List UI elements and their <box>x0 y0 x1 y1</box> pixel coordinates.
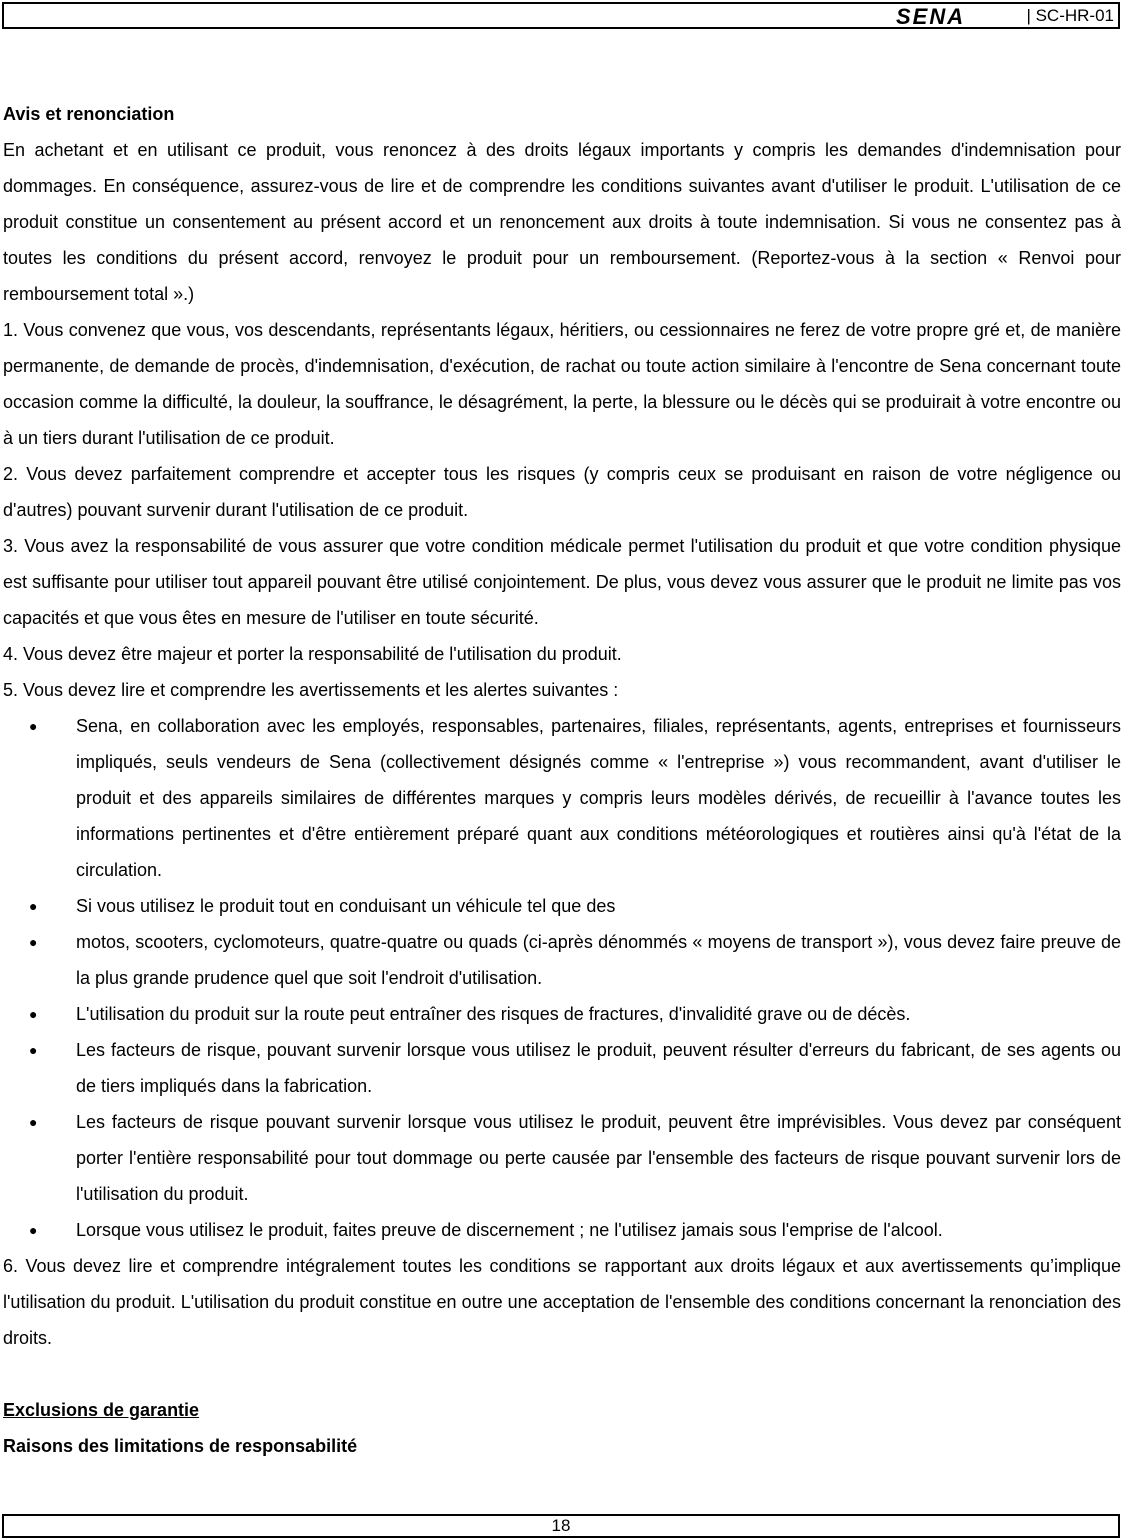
bullet-icon: ● <box>29 1006 38 1022</box>
numbered-item-1: 1. Vous convenez que vous, vos descendants, représentants légaux, héritiers, ou cessionnaires ne ferez de votre propre gré et, de manière permanente, de demande de procès, d'indemnisation, d'exécution, de rachat ou toute action similaire à l'encontre de Sena concernant toute occasion comme la difficulté, la douleur, la souffrance, le désagrément, la perte, la blessure ou le décès qui se produirait à votre encontre ou à un tiers durant l'utilisation de ce produit. <box>3 320 1121 448</box>
bullet-icon: ● <box>29 1222 38 1238</box>
spacer <box>3 1356 1121 1392</box>
bullet-icon: ● <box>29 934 38 950</box>
list-item-text: Lorsque vous utilisez le produit, faites preuve de discernement ; ne l'utilisez jamais sous l'emprise de l'alcool. <box>76 1220 943 1240</box>
numbered-item-6: 6. Vous devez lire et comprendre intégralement toutes les conditions se rapportant aux droits légaux et aux avertissements qu’implique l'utilisation du produit. L'utilisation du produit constitue en outre une acceptation de l'ensemble des conditions concernant la renonciation des droits. <box>3 1256 1121 1348</box>
list-item <box>3 1104 1121 1212</box>
page-number: 18 <box>551 1516 571 1535</box>
header-brand <box>896 5 1114 27</box>
list-item-text: Si vous utilisez le produit tout en conduisant un véhicule tel que des <box>76 896 616 916</box>
intro-paragraph: En achetant et en utilisant ce produit, vous renoncez à des droits légaux importants y compris les demandes d'indemnisation pour dommages. En conséquence, assurez-vous de lire et de comprendre les conditions suivantes avant d'utiliser le produit. L'utilisation de ce produit constitue un consentement au présent accord et un renoncement aux droits à toute indemnisation. Si vous ne consentez pas à toutes les conditions du présent accord, renvoyez le produit pour un remboursement. (Reportez-vous à la section « Renvoi pour remboursement total ».) <box>3 140 1121 304</box>
bullet-icon: ● <box>29 718 38 734</box>
list-item <box>3 888 1121 924</box>
bullet-icon: ● <box>29 1042 38 1058</box>
sena-logo-text: SENA <box>896 6 966 26</box>
header-bar <box>2 2 1120 29</box>
section-title-avis: Avis et renonciation <box>3 104 175 124</box>
list-item <box>3 924 1121 996</box>
section-title-exclusions: Exclusions de garantie <box>3 1400 200 1420</box>
list-item-text: Les facteurs de risque pouvant survenir lorsque vous utilisez le produit, peuvent être imprévisibles. Vous devez par conséquent porter l'entière responsabilité pour tout dommage ou perte causée par l'ensemble des facteurs de risque pouvant survenir lors de l'utilisation du produit. <box>76 1112 1121 1204</box>
list-item <box>3 996 1121 1032</box>
bullet-icon: ● <box>29 898 38 914</box>
list-item-text: Les facteurs de risque, pouvant survenir lorsque vous utilisez le produit, peuvent résulter d'erreurs du fabricant, de ses agents ou de tiers impliqués dans la fabrication. <box>76 1040 1121 1096</box>
list-item-text: Sena, en collaboration avec les employés, responsables, partenaires, filiales, représentants, agents, entreprises et fournisseurs impliqués, seuls vendeurs de Sena (collectivement désignés comme « l'entreprise ») vous recommandent, avant d'utiliser le produit et des appareils similaires de différentes marques y compris leurs modèles dérivés, de recueillir à l'avance toutes les informations pertinentes et d'être entièrement préparé quant aux conditions météorologiques et routières ainsi qu'à l'état de la circulation. <box>76 716 1121 880</box>
footer-bar <box>2 1514 1120 1538</box>
numbered-item-4: 4. Vous devez être majeur et porter la responsabilité de l'utilisation du produit. <box>3 644 622 664</box>
numbered-item-2: 2. Vous devez parfaitement comprendre et accepter tous les risques (y compris ceux se produisant en raison de votre négligence ou d'autres) pouvant survenir durant l'utilisation de ce produit. <box>3 464 1121 520</box>
list-item <box>3 708 1121 888</box>
warning-bullet-list <box>3 708 1121 1248</box>
list-item <box>3 1032 1121 1104</box>
list-item <box>3 1212 1121 1248</box>
numbered-item-5: 5. Vous devez lire et comprendre les avertissements et les alertes suivantes : <box>3 680 619 700</box>
numbered-item-3: 3. Vous avez la responsabilité de vous assurer que votre condition médicale permet l'utilisation du produit et que votre condition physique est suffisante pour utiliser tout appareil pouvant être utilisé conjointement. De plus, vous devez vous assurer que le produit ne limite pas vos capacités et que vous êtes en mesure de l'utiliser en toute sécurité. <box>3 536 1121 628</box>
sena-logo <box>896 6 1024 26</box>
page-content <box>3 96 1121 1464</box>
doc-code: | SC-HR-01 <box>1026 6 1114 25</box>
bullet-icon: ● <box>29 1114 38 1130</box>
section-subtitle: Raisons des limitations de responsabilité <box>3 1436 358 1456</box>
list-item-text: L'utilisation du produit sur la route peut entraîner des risques de fractures, d'invalidité grave ou de décès. <box>76 1004 911 1024</box>
list-item-text: motos, scooters, cyclomoteurs, quatre-quatre ou quads (ci-après dénommés « moyens de transport »), vous devez faire preuve de la plus grande prudence quel que soit l'endroit d'utilisation. <box>76 932 1121 988</box>
